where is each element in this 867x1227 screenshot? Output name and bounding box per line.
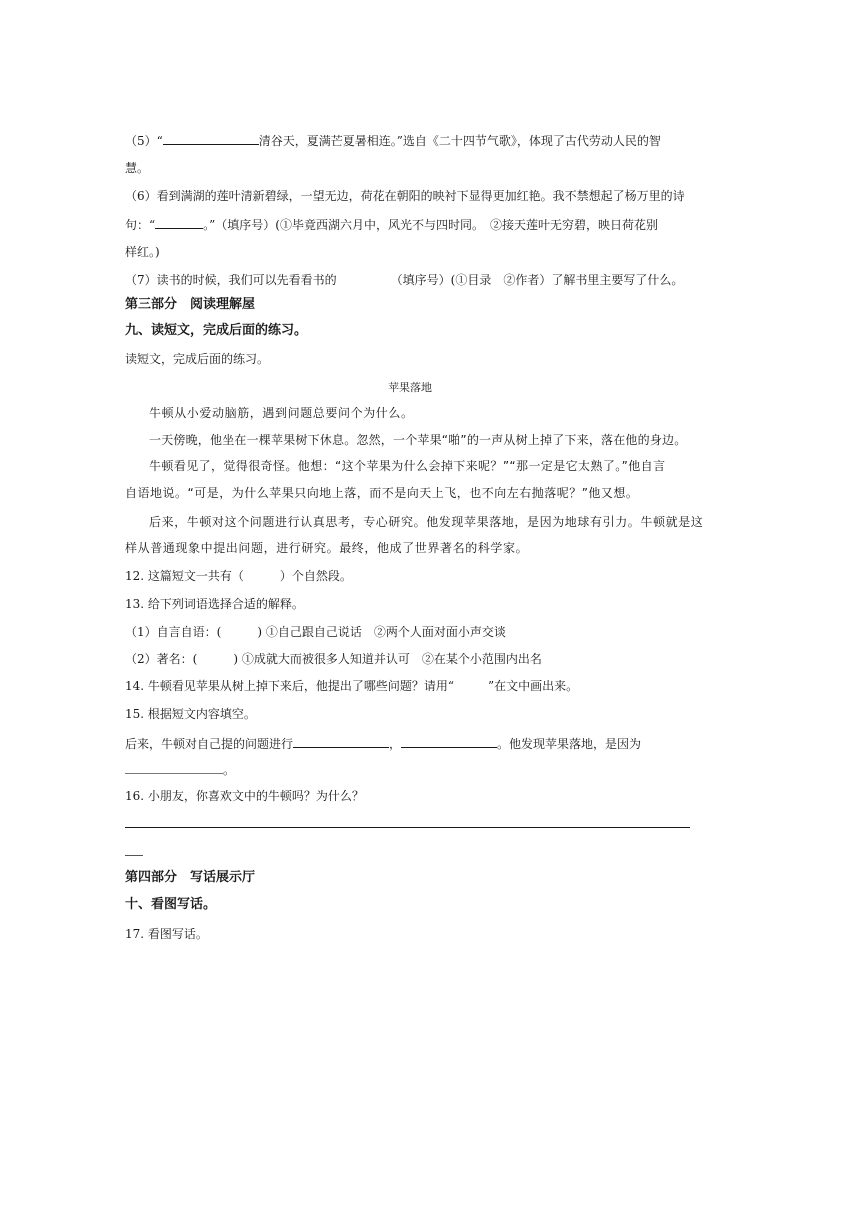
section-9-heading: 九、读短文，完成后面的练习。 <box>125 323 308 338</box>
question-6-line3: 样红。) <box>125 245 160 259</box>
story-paragraph-4-cont: 样从普通现象中提出问题，进行研究。最终，他成了世界著名的科学家。 <box>125 541 529 555</box>
story-paragraph-3: 牛顿看见了，觉得很奇怪。他想：“这个苹果为什么会掉下来呢？”“那一定是它太熟了。”他自言 <box>149 459 666 473</box>
question-16: 16. 小朋友，你喜欢文中的牛顿吗？为什么？ <box>125 789 364 803</box>
question-5-wrap: 慧。 <box>125 161 150 175</box>
question-13-1: （1）自言自语：( ) ①自己跟自己说话 ②两个人面对面小声交谈 <box>125 625 506 639</box>
question-5: （5）“ 清谷天，夏满芒夏暑相连。”选自《二十四节气歌》，体现了古代劳动人民的智 <box>125 134 661 148</box>
story-paragraph-1: 牛顿从小爱动脑筋，遇到问题总要问个为什么。 <box>149 406 414 420</box>
fill-blank[interactable] <box>163 133 259 145</box>
question-15: 15. 根据短文内容填空。 <box>125 707 256 721</box>
question-6: （6）看到满湖的莲叶清新碧绿，一望无边，荷花在朝阳的映衬下显得更加红艳。我不禁想起了杨万里的诗 <box>125 189 685 203</box>
fill-blank[interactable] <box>293 736 389 748</box>
fill-blank[interactable] <box>401 736 497 748</box>
fill-blank[interactable] <box>155 217 203 229</box>
question-14: 14. 牛顿看见苹果从树上掉下来后，他提出了哪些问题？请用“ ”在文中画出来。 <box>125 679 579 693</box>
story-paragraph-2: 一天傍晚，他坐在一棵苹果树下休息。忽然，一个苹果“啪”的一声从树上掉了下来，落在他的身边。 <box>149 433 687 447</box>
question-13: 13. 给下列词语选择合适的解释。 <box>125 597 304 611</box>
question-12: 12. 这篇短文一共有（ ）个自然段。 <box>125 569 352 583</box>
story-paragraph-3-cont: 自语地说。“可是，为什么苹果只向地上落，而不是向天上飞，也不向左右抛落呢？”他又想。 <box>125 486 639 500</box>
story-paragraph-4: 后来，牛顿对这个问题进行认真思考，专心研究。他发现苹果落地，是因为地球有引力。牛顿就是这 <box>149 515 704 529</box>
question-6-line2: 句：“ 。”（填序号）(①毕竟西湖六月中，风光不与四时同。 ②接天莲叶无穷碧，映日荷花别 <box>125 218 658 232</box>
question-7: （7）读书的时候，我们可以先看看书的 （填序号）(①目录 ②作者）了解书里主要写了什么。 <box>125 273 684 287</box>
question-15-line2: 。 <box>125 762 695 777</box>
answer-line[interactable] <box>125 827 690 828</box>
question-17: 17. 看图写话。 <box>125 927 208 941</box>
question-15-line1: 后来，牛顿对自己提的问题进行 ， 。他发现苹果落地，是因为 <box>125 737 642 751</box>
reading-instruction: 读短文，完成后面的练习。 <box>125 352 270 366</box>
fill-blank[interactable] <box>125 762 223 774</box>
part-4-heading: 第四部分 写话展示厅 <box>125 870 256 885</box>
part-3-heading: 第三部分 阅读理解屋 <box>125 297 256 312</box>
section-10-heading: 十、看图写话。 <box>125 897 217 912</box>
story-title: 苹果落地 <box>388 381 432 394</box>
question-13-2: （2）著名：( ) ①成就大而被很多人知道并认可 ②在某个小范围内出名 <box>125 652 542 666</box>
answer-line-end[interactable] <box>125 855 143 856</box>
